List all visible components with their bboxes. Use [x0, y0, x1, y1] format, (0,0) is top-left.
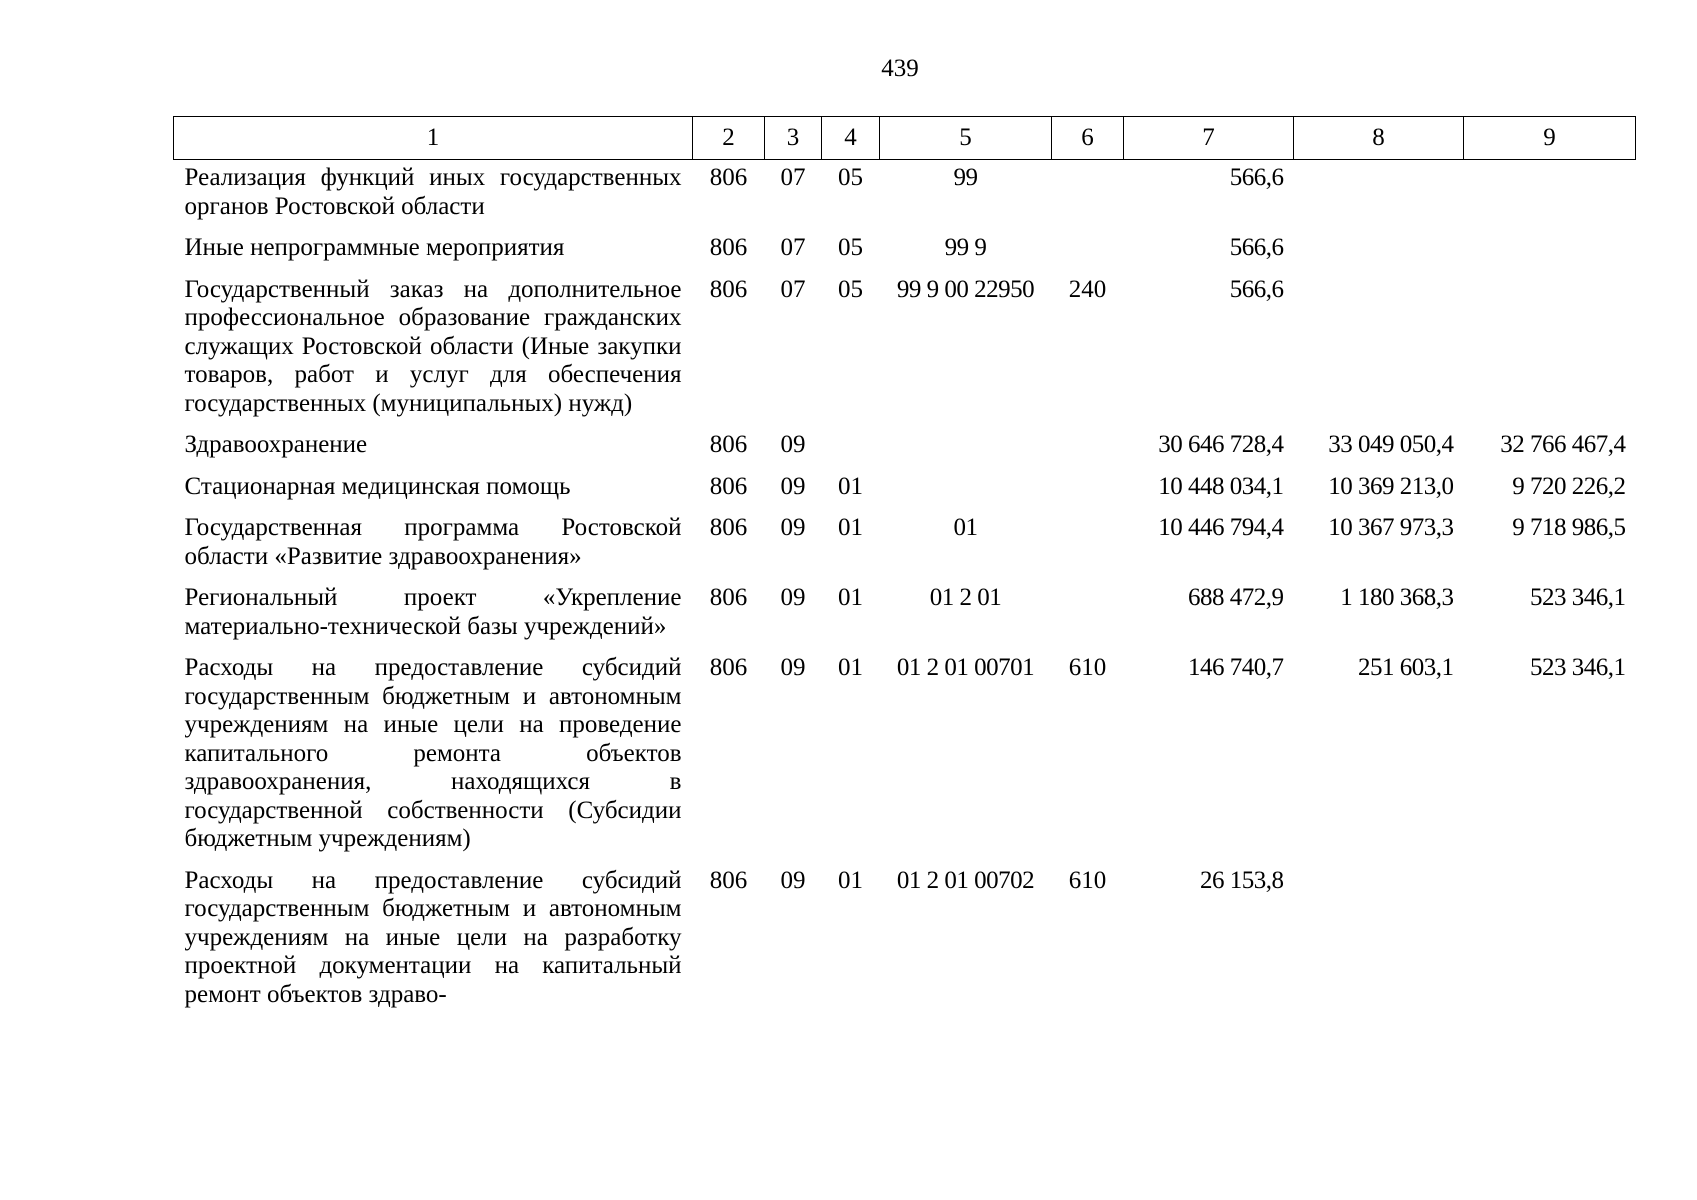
table-row: [174, 514, 1636, 584]
row-amount-col9: 523 346,1: [1530, 584, 1626, 611]
row-subsection-code: 01: [838, 514, 863, 541]
row-amount-col8: 10 367 973,3: [1328, 514, 1454, 541]
table-row: [174, 584, 1636, 654]
row-target-article: [880, 473, 1052, 515]
row-amount-col8: 33 049 050,4: [1328, 431, 1454, 458]
row-expense-type: [1052, 473, 1124, 515]
row-amount-col9: [1464, 867, 1636, 1023]
row-amount-col8: [1294, 234, 1464, 276]
header-col-6: 6: [1052, 117, 1124, 160]
row-amount-col9: [1464, 160, 1636, 235]
row-ministry-code: 806: [709, 275, 748, 303]
row-name: Реализация функций иных государственных органов Ростовской области: [184, 164, 682, 220]
table-row: [174, 276, 1636, 432]
header-col-2: 2: [693, 117, 765, 160]
row-target-article: 01: [953, 514, 978, 541]
row-target-article: 01 2 01 00701: [896, 654, 1035, 681]
header-col-3: 3: [765, 117, 822, 160]
row-subsection-code: 05: [838, 164, 863, 191]
row-ministry-code: 806: [709, 472, 748, 500]
header-row: [174, 117, 1636, 160]
row-amount-col7: 26 153,8: [1200, 866, 1284, 894]
row-amount-col8: [1294, 160, 1464, 235]
row-expense-type: [1052, 584, 1124, 654]
header-col-5: 5: [880, 117, 1052, 160]
table-row: [174, 654, 1636, 867]
row-subsection-code: 05: [838, 275, 863, 303]
row-name: Стационарная медицинская помощь: [184, 472, 571, 500]
row-section-code: 09: [780, 584, 806, 611]
row-target-article: [880, 431, 1052, 473]
row-target-article: 99 9: [944, 234, 987, 261]
row-target-article: 99 9 00 22950: [896, 275, 1035, 303]
row-amount-col9: 523 346,1: [1530, 654, 1626, 681]
row-amount-col8: 251 603,1: [1358, 654, 1454, 681]
row-amount-col7: 566,6: [1229, 234, 1284, 261]
row-expense-type: [1052, 234, 1124, 276]
row-section-code: 09: [780, 472, 806, 500]
row-target-article: 01 2 01: [929, 584, 1002, 611]
row-subsection-code: 01: [838, 866, 863, 894]
row-amount-col8: [1294, 867, 1464, 1023]
row-ministry-code: 806: [709, 584, 748, 611]
row-target-article: 99: [953, 164, 978, 191]
table-header: [174, 117, 1636, 160]
row-expense-type: 240: [1068, 275, 1107, 303]
budget-table: [173, 116, 1636, 1022]
row-amount-col9: 9 718 986,5: [1512, 514, 1626, 541]
row-amount-col7: 146 740,7: [1188, 654, 1284, 681]
row-section-code: 09: [780, 866, 806, 894]
table-row: [174, 160, 1636, 235]
row-section-code: 07: [780, 234, 806, 261]
row-amount-col7: 10 446 794,4: [1158, 514, 1284, 541]
row-ministry-code: 806: [709, 654, 748, 681]
row-section-code: 09: [780, 654, 806, 681]
row-expense-type: 610: [1068, 866, 1107, 894]
header-col-7: 7: [1124, 117, 1294, 160]
row-expense-type: [1052, 431, 1124, 473]
table-row: [174, 473, 1636, 515]
row-subsection-code: [822, 431, 880, 473]
row-name: Региональный проект «Укрепление материально-технической базы учреждений»: [184, 584, 682, 640]
row-amount-col7: 688 472,9: [1188, 584, 1284, 611]
row-name: Расходы на предоставление субсидий государственным бюджетным и автономным учреждениям на иные цели на проведение капитального ремонта объектов здравоохранения, находящихся в государственной собственности (Субсидии бюджетным учреждениям): [184, 654, 682, 852]
row-amount-col7: 566,6: [1229, 275, 1284, 303]
row-ministry-code: 806: [709, 514, 748, 541]
row-ministry-code: 806: [709, 234, 748, 261]
page-number: 439: [881, 55, 919, 82]
row-ministry-code: 806: [709, 431, 748, 458]
row-amount-col9: [1464, 234, 1636, 276]
row-name: Государственный заказ на дополнительное профессиональное образование гражданских служащих Ростовской области (Иные закупки товаров, работ и услуг для обеспечения государственных (муниципальных) нужд): [184, 275, 682, 417]
header-col-1: 1: [174, 117, 693, 160]
header-col-4: 4: [822, 117, 880, 160]
row-amount-col9: 9 720 226,2: [1512, 472, 1626, 500]
row-amount-col7: 10 448 034,1: [1158, 472, 1284, 500]
row-expense-type: [1052, 160, 1124, 235]
row-subsection-code: 01: [838, 472, 863, 500]
row-name: Иные непрограммные мероприятия: [184, 234, 565, 261]
row-section-code: 09: [780, 514, 806, 541]
row-subsection-code: 01: [838, 654, 863, 681]
table-row: [174, 234, 1636, 276]
row-amount-col9: 32 766 467,4: [1500, 431, 1626, 458]
row-section-code: 07: [780, 164, 806, 191]
row-ministry-code: 806: [709, 164, 748, 191]
table-body: [174, 160, 1636, 1023]
row-name: Здравоохранение: [184, 431, 368, 458]
row-section-code: 07: [780, 275, 806, 303]
row-ministry-code: 806: [709, 866, 748, 894]
header-col-9: 9: [1464, 117, 1636, 160]
row-amount-col7: 566,6: [1229, 164, 1284, 191]
row-amount-col8: 1 180 368,3: [1340, 584, 1454, 611]
row-target-article: 01 2 01 00702: [896, 866, 1035, 894]
table-row: [174, 431, 1636, 473]
row-subsection-code: 05: [838, 234, 863, 261]
row-section-code: 09: [780, 431, 806, 458]
row-amount-col8: [1294, 276, 1464, 432]
table-row: [174, 867, 1636, 1023]
row-amount-col8: 10 369 213,0: [1328, 472, 1454, 500]
row-subsection-code: 01: [838, 584, 863, 611]
row-expense-type: 610: [1068, 654, 1107, 681]
row-amount-col9: [1464, 276, 1636, 432]
row-amount-col7: 30 646 728,4: [1158, 431, 1284, 458]
header-col-8: 8: [1294, 117, 1464, 160]
row-name: Расходы на предоставление субсидий государственным бюджетным и автономным учреждениям на иные цели на разработку проектной документации на капитальный ремонт объектов здраво-: [184, 866, 682, 1008]
row-expense-type: [1052, 514, 1124, 584]
row-name: Государственная программа Ростовской области «Развитие здравоохранения»: [184, 514, 682, 570]
